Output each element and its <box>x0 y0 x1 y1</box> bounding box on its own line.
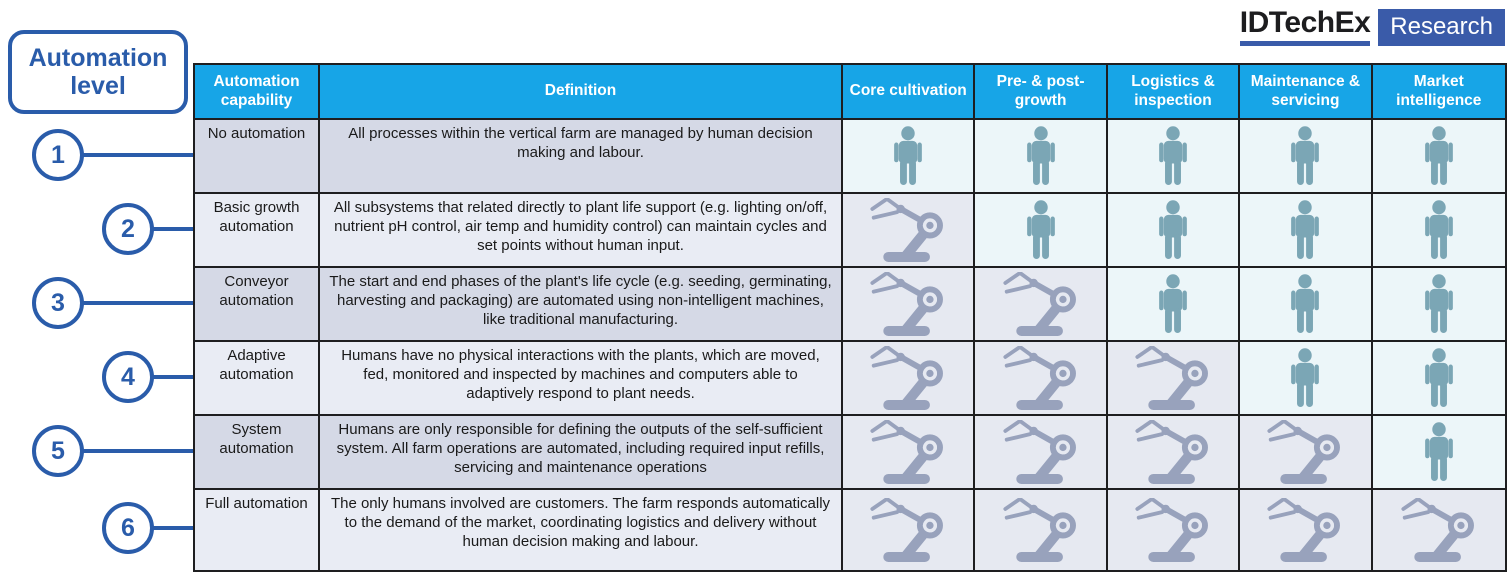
level-circle <box>32 425 84 477</box>
connector-line <box>82 449 193 453</box>
human-icon <box>887 126 929 186</box>
capability-cell: Basic growth automation <box>195 194 320 268</box>
robot-arm-icon <box>861 346 955 410</box>
human-icon <box>1418 274 1460 334</box>
connector-line <box>152 227 193 231</box>
human-cell <box>975 120 1107 194</box>
human-cell <box>1108 120 1240 194</box>
column-header: Logistics & inspection <box>1108 65 1240 120</box>
column-header: Automation capability <box>195 65 320 120</box>
human-icon <box>1418 422 1460 482</box>
robot-arm-icon <box>1258 420 1352 484</box>
definition-cell: All subsystems that related directly to plant life support (e.g. lighting on/off, nutrient pH control, air temp and humidity control) can maintain cycles and set points without human input. <box>320 194 843 268</box>
robot-cell <box>975 416 1107 490</box>
automation-level-legend <box>8 30 188 114</box>
level-number: 2 <box>121 214 135 243</box>
human-cell <box>1373 342 1505 416</box>
robot-cell <box>843 416 975 490</box>
human-cell <box>1373 416 1505 490</box>
human-cell <box>1240 120 1372 194</box>
robot-arm-icon <box>1392 498 1486 562</box>
column-header: Market intelligence <box>1373 65 1505 120</box>
capability-cell: Conveyor automation <box>195 268 320 342</box>
robot-cell <box>1373 490 1505 570</box>
robot-arm-icon <box>994 272 1088 336</box>
robot-cell <box>1108 490 1240 570</box>
robot-cell <box>843 342 975 416</box>
definition-cell: Humans have no physical interactions with the plants, which are moved, fed, monitored and inspected by machines and computers able to adaptively respond to plant needs. <box>320 342 843 416</box>
human-icon <box>1020 200 1062 260</box>
human-icon <box>1284 274 1326 334</box>
definition-cell: The start and end phases of the plant's life cycle (e.g. seeding, germinating, harvesting and packaging) are automated using non-intelligent machines, like traditional manufacturing. <box>320 268 843 342</box>
robot-arm-icon <box>861 420 955 484</box>
robot-cell <box>1240 490 1372 570</box>
connector-line <box>152 526 193 530</box>
connector-line <box>82 153 193 157</box>
robot-arm-icon <box>861 272 955 336</box>
robot-cell <box>843 490 975 570</box>
human-cell <box>1108 268 1240 342</box>
robot-cell <box>975 342 1107 416</box>
human-icon <box>1284 348 1326 408</box>
robot-cell <box>843 268 975 342</box>
definition-cell: The only humans involved are customers. The farm responds automatically to the demand of the market, coordinating logistics and delivery without human decision making and labour. <box>320 490 843 570</box>
capability-cell: No automation <box>195 120 320 194</box>
level-circle <box>32 129 84 181</box>
robot-arm-icon <box>994 346 1088 410</box>
definition-cell: All processes within the vertical farm are managed by human decision making and labour. <box>320 120 843 194</box>
human-icon <box>1020 126 1062 186</box>
human-icon <box>1284 200 1326 260</box>
robot-cell <box>975 490 1107 570</box>
human-cell <box>1373 194 1505 268</box>
robot-cell <box>1108 416 1240 490</box>
robot-arm-icon <box>861 198 955 262</box>
logo-brand-text: IDTechEx <box>1240 8 1371 46</box>
column-header: Maintenance & servicing <box>1240 65 1372 120</box>
human-cell <box>1240 268 1372 342</box>
robot-arm-icon <box>994 420 1088 484</box>
robot-cell <box>1108 342 1240 416</box>
human-cell <box>1373 268 1505 342</box>
level-circle <box>102 502 154 554</box>
human-cell <box>1240 194 1372 268</box>
level-circle <box>102 203 154 255</box>
capability-cell: Adaptive automation <box>195 342 320 416</box>
capability-cell: System automation <box>195 416 320 490</box>
human-icon <box>1152 200 1194 260</box>
human-icon <box>1418 126 1460 186</box>
human-cell <box>975 194 1107 268</box>
human-cell <box>1240 342 1372 416</box>
robot-cell <box>843 194 975 268</box>
level-number: 6 <box>121 513 135 542</box>
robot-arm-icon <box>1126 498 1220 562</box>
human-cell <box>1108 194 1240 268</box>
automation-table <box>193 63 1507 572</box>
capability-cell: Full automation <box>195 490 320 570</box>
human-icon <box>1418 200 1460 260</box>
column-header: Pre- & post-growth <box>975 65 1107 120</box>
definition-cell: Humans are only responsible for defining the outputs of the self-sufficient system. All farm operations are automated, including required input refills, servicing and maintenance operations <box>320 416 843 490</box>
human-cell <box>843 120 975 194</box>
robot-arm-icon <box>1126 420 1220 484</box>
robot-arm-icon <box>861 498 955 562</box>
level-circle <box>32 277 84 329</box>
human-icon <box>1152 126 1194 186</box>
column-header: Core cultivation <box>843 65 975 120</box>
human-icon <box>1284 126 1326 186</box>
column-header: Definition <box>320 65 843 120</box>
level-number: 1 <box>51 140 65 169</box>
level-number: 5 <box>51 436 65 465</box>
robot-arm-icon <box>1258 498 1352 562</box>
logo-research-badge: Research <box>1378 9 1505 46</box>
level-circle <box>102 351 154 403</box>
human-icon <box>1418 348 1460 408</box>
robot-arm-icon <box>994 498 1088 562</box>
robot-arm-icon <box>1126 346 1220 410</box>
robot-cell <box>1240 416 1372 490</box>
connector-line <box>82 301 193 305</box>
level-number: 3 <box>51 288 65 317</box>
human-icon <box>1152 274 1194 334</box>
level-number: 4 <box>121 362 135 391</box>
idtechex-logo <box>1240 8 1505 46</box>
legend-title: Automation level <box>28 44 168 100</box>
robot-cell <box>975 268 1107 342</box>
connector-line <box>152 375 193 379</box>
human-cell <box>1373 120 1505 194</box>
